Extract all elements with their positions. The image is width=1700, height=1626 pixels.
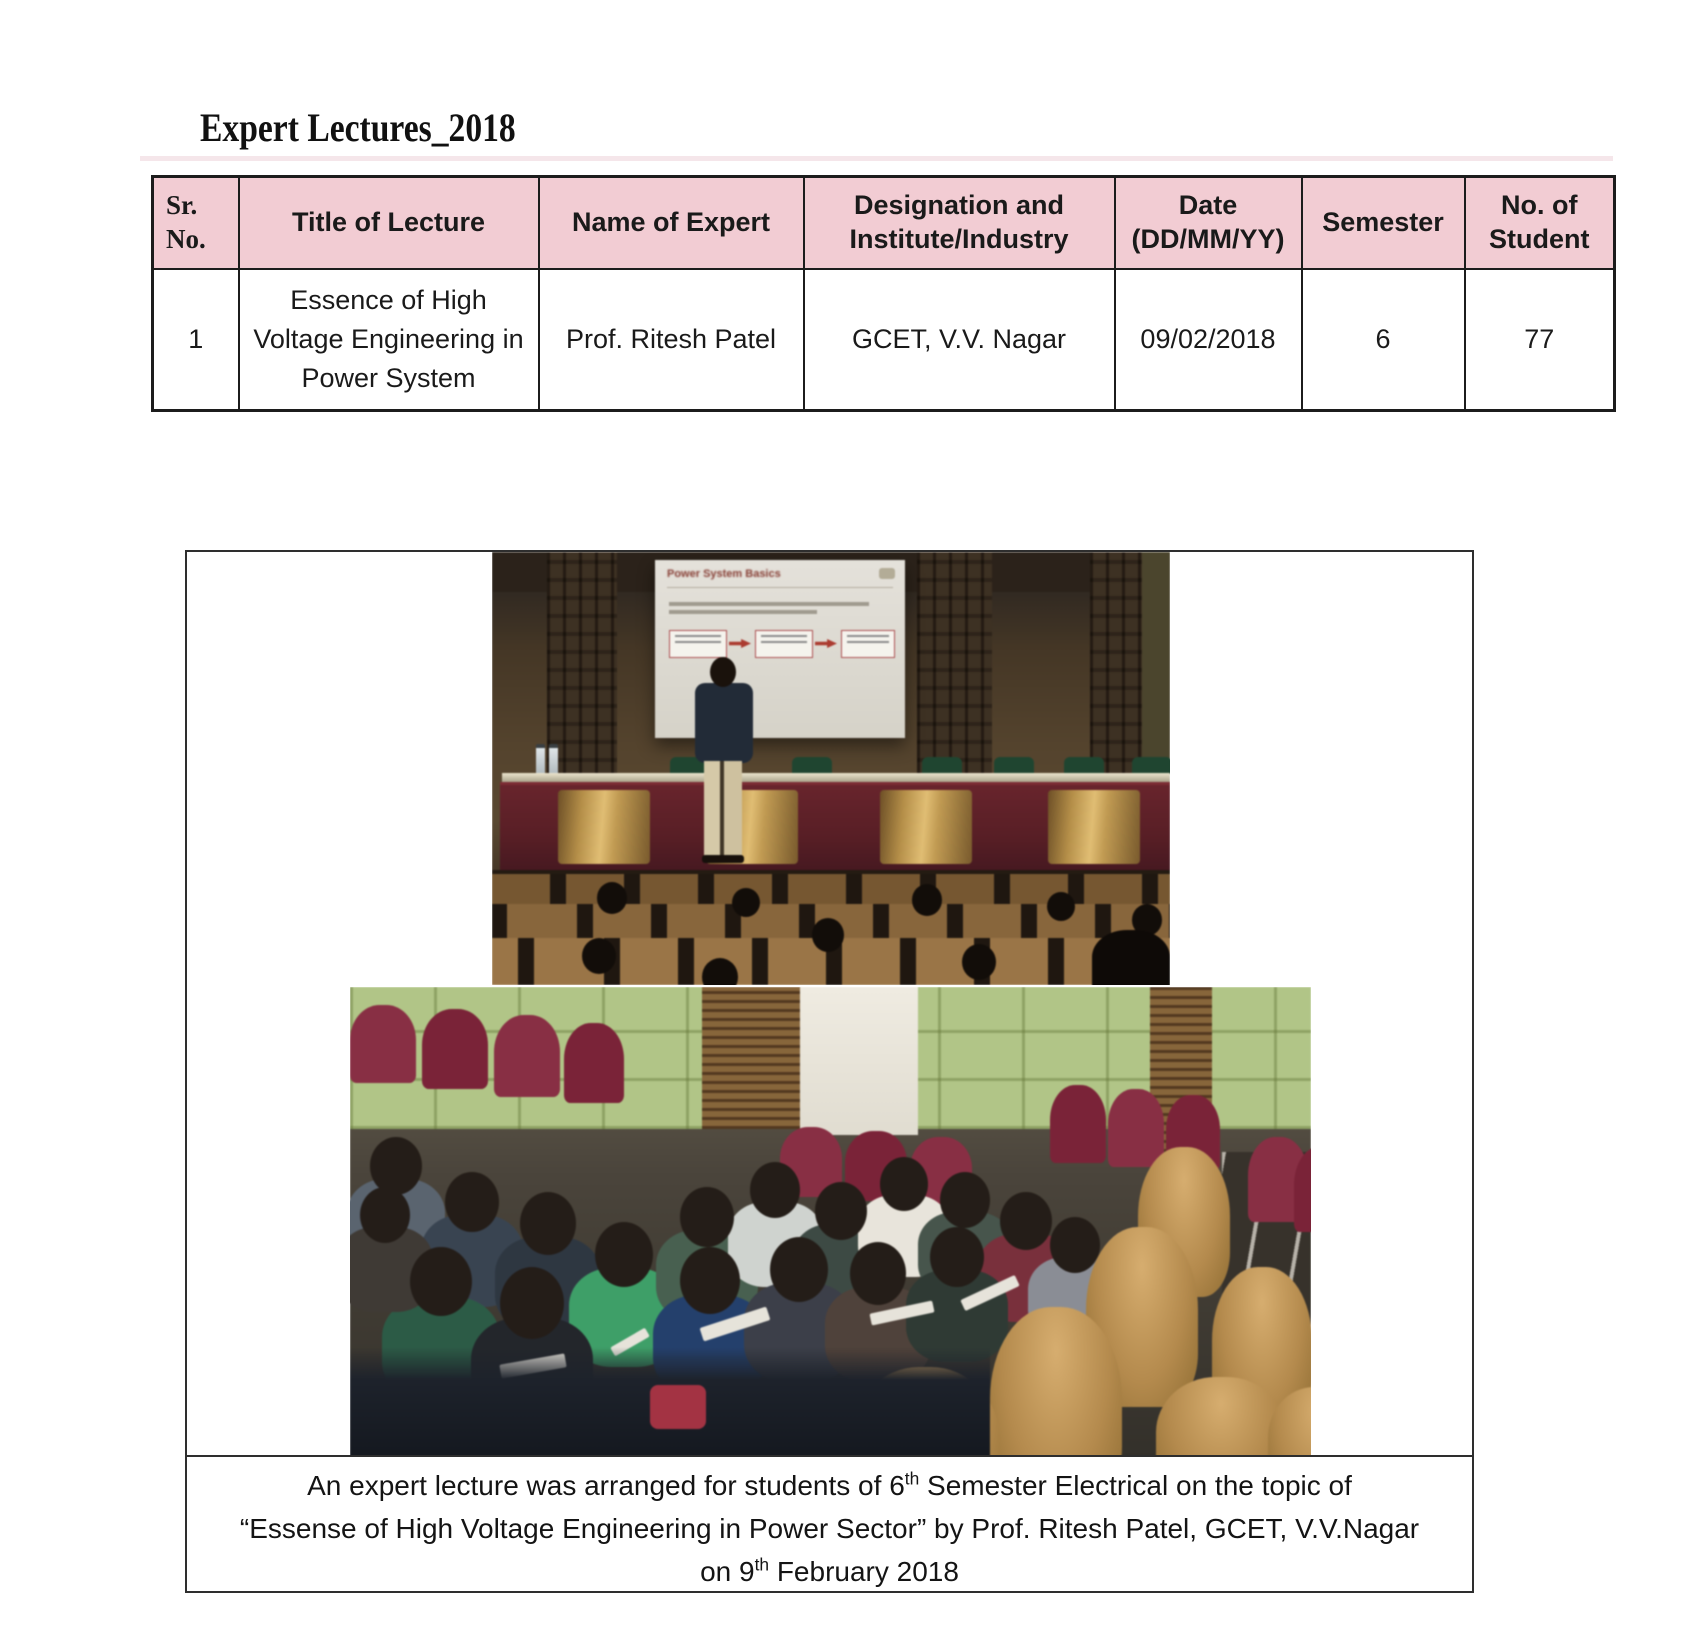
header-date-line2: (DD/MM/YY) <box>1131 224 1285 254</box>
green-chair-back <box>922 757 962 774</box>
audience-head <box>360 1187 410 1243</box>
header-semester: Semester <box>1302 177 1465 270</box>
wall-pillar <box>917 552 992 780</box>
audience-head <box>880 1157 928 1211</box>
lecture-speaker-photo <box>492 552 1170 985</box>
audience-head <box>597 882 627 914</box>
green-chair-back <box>792 757 832 774</box>
audience-head <box>812 918 844 952</box>
header-students-line1: No. of <box>1501 190 1578 221</box>
audience-head <box>595 1222 653 1287</box>
caption-line1-pre: An expert lecture was arranged for students of 6 <box>307 1470 905 1501</box>
slide-rule <box>667 587 893 588</box>
audience-head <box>930 1227 984 1287</box>
header-sr-line1: Sr. <box>166 190 198 221</box>
audience-head <box>520 1192 576 1255</box>
maroon-chair <box>1108 1089 1164 1167</box>
slide-text-bar <box>669 610 817 614</box>
header-title-of-lecture: Title of Lecture <box>239 177 539 270</box>
table-gold-inset <box>558 790 650 864</box>
table-row <box>153 269 1615 411</box>
slide-title-text: Power System Basics <box>667 568 781 580</box>
red-bag <box>650 1385 706 1429</box>
header-sr-line2: No. <box>166 224 206 254</box>
cell-sr-no: 1 <box>153 269 239 411</box>
maroon-chair <box>564 1023 624 1103</box>
audience-head <box>1000 1192 1052 1250</box>
slide-flow-arrow <box>815 639 837 648</box>
audience-head <box>680 1247 740 1314</box>
cream-panel <box>800 987 918 1135</box>
wood-panel <box>702 987 800 1129</box>
audience-head <box>815 1182 867 1240</box>
wall-pillar <box>1090 552 1142 780</box>
foreground-person-silhouette <box>1092 930 1170 985</box>
slide-flow-box <box>841 630 895 658</box>
header-designation-line2: Institute/Industry <box>849 224 1069 254</box>
green-chair-back <box>994 757 1034 774</box>
maroon-chair <box>1050 1085 1106 1163</box>
slide-flow-box <box>755 630 813 658</box>
audience-head <box>940 1172 990 1228</box>
audience-head <box>750 1162 800 1218</box>
caption-line3-post: February 2018 <box>769 1556 959 1587</box>
caption-line3-pre: on 9 <box>700 1556 755 1587</box>
maroon-chair <box>422 1009 488 1089</box>
speaker-torso <box>695 683 753 763</box>
cell-students: 77 <box>1465 269 1615 411</box>
projector-screen <box>655 560 905 738</box>
expert-lectures-table <box>151 175 1616 412</box>
page-title: Expert Lectures_2018 <box>200 105 516 150</box>
audience-head <box>770 1237 828 1302</box>
audience-head <box>370 1137 422 1195</box>
audience-head <box>1050 1217 1100 1273</box>
pink-divider <box>140 156 1613 161</box>
green-chair-back <box>1132 757 1170 774</box>
cell-expert-name: Prof. Ritesh Patel <box>539 269 804 411</box>
table-gold-inset <box>880 790 972 864</box>
audience-photo-content <box>350 987 1311 1457</box>
header-no-of-student <box>1465 177 1615 270</box>
header-sr-no <box>153 177 239 270</box>
header-students-line2: Student <box>1489 224 1590 254</box>
green-chair-back <box>1064 757 1104 774</box>
speaker-head <box>710 657 736 687</box>
audience-head <box>912 884 942 916</box>
caption-line-2: “Essense of High Voltage Engineering in Power Sector” by Prof. Ritesh Patel, GCET, V.V.Nagar <box>239 1513 1420 1544</box>
caption-box <box>185 1455 1474 1593</box>
audience-photo <box>350 987 1311 1457</box>
table-gold-inset <box>1048 790 1140 864</box>
slide-flow-box <box>669 630 727 658</box>
caption-text <box>187 1457 1472 1593</box>
slide-flow-arrow <box>729 639 751 648</box>
header-date <box>1115 177 1302 270</box>
lecture-speaker-photo-content <box>492 552 1170 985</box>
speaker-legs <box>704 761 742 857</box>
slide-logo <box>879 568 895 579</box>
caption-line1-post: Semester Electrical on the topic of <box>919 1470 1352 1501</box>
header-designation-line1: Designation and <box>853 190 1064 221</box>
audience-head <box>850 1242 906 1305</box>
header-name-of-expert: Name of Expert <box>539 177 804 270</box>
cell-semester: 6 <box>1302 269 1465 411</box>
maroon-chair <box>350 1005 416 1083</box>
table-header-row <box>153 177 1615 270</box>
audience-head <box>680 1187 734 1247</box>
audience-head <box>582 938 616 974</box>
audience-head <box>500 1267 564 1339</box>
header-designation <box>804 177 1115 270</box>
wall-green-strip <box>1142 552 1170 792</box>
photos-frame <box>185 550 1474 1457</box>
caption-line-1 <box>187 1464 1472 1507</box>
caption-line3-sup: th <box>754 1554 770 1575</box>
caption-line1-sup: th <box>904 1468 920 1489</box>
slide-text-bar <box>669 602 869 606</box>
speaker-feet <box>702 855 744 863</box>
maroon-chair <box>494 1015 560 1097</box>
audience-head <box>445 1172 499 1232</box>
cell-designation: GCET, V.V. Nagar <box>804 269 1115 411</box>
cell-date: 09/02/2018 <box>1115 269 1302 411</box>
header-date-line1: Date <box>1178 190 1238 221</box>
caption-line-3 <box>187 1550 1472 1593</box>
cell-lecture-title: Essence of High Voltage Engineering in Power System <box>239 269 539 411</box>
audience-head <box>410 1247 472 1316</box>
audience-head <box>962 944 996 980</box>
